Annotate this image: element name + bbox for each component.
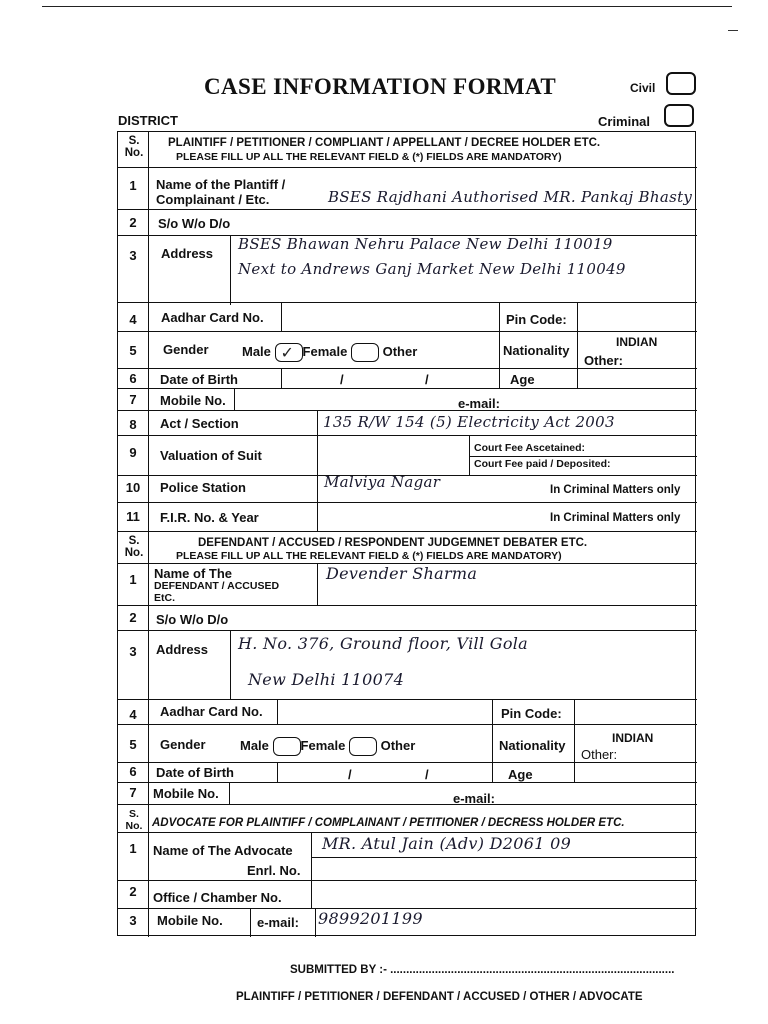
row-number: 6 [129,371,137,386]
plaintiff-name-value[interactable]: BSES Rajdhani Authorised MR. Pankaj Bhasty [328,188,693,206]
row-number: 8 [129,417,137,432]
female-label: Female [300,737,346,753]
plaintiff-nationality-value: INDIAN [616,335,658,349]
defendant-nationality-label: Nationality [499,738,566,753]
submitter-roles: PLAINTIFF / PETITIONER / DEFENDANT / ACCUSED / OTHER / ADVOCATE [236,991,643,1003]
defendant-name-value[interactable]: Devender Sharma [326,564,478,583]
defendant-aadhar-label: Aadhar Card No. [160,704,263,719]
row-number: 1 [129,841,137,856]
female-checkbox[interactable] [349,737,377,756]
plaintiff-police-label: Police Station [160,480,246,495]
defendant-address-label: Address [156,642,209,657]
row-number: 6 [129,764,137,779]
row-number: 2 [129,610,137,625]
male-label: Male [240,737,269,753]
row-number: 7 [129,785,137,800]
defendant-name-label: Name of The [154,566,233,581]
female-checkbox[interactable] [351,343,379,362]
dob-separator: / [340,372,344,387]
plaintiff-address-line1[interactable]: BSES Bhawan Nehru Palace New Delhi 110019 [238,235,613,253]
sno-header: S. No. [124,135,144,159]
row-number: 5 [129,343,137,358]
defendant-gender-options [240,737,415,756]
plaintiff-aadhar-label: Aadhar Card No. [161,310,264,325]
male-label: Male [242,343,271,359]
male-checkbox[interactable] [273,737,301,756]
corner-mark [728,30,738,31]
plaintiff-instructions: PLEASE FILL UP ALL THE RELEVANT FIELD & (*) FIELDS ARE MANDATORY) [176,151,562,163]
row-number: 2 [129,215,137,230]
criminal-checkbox[interactable] [664,104,694,127]
civil-label: Civil [630,81,656,95]
civil-checkbox[interactable] [666,72,696,95]
court-fee-paid-label: Court Fee paid / Deposited: [474,458,611,470]
row-number: 3 [129,248,137,263]
female-label: Female [302,343,348,359]
district-label: DISTRICT [118,113,178,128]
dob-separator: / [425,767,429,782]
criminal-label: Criminal [598,114,651,129]
defendant-age-label: Age [508,767,533,782]
dob-separator: / [348,767,352,782]
police-criminal-note: In Criminal Matters only [550,484,681,496]
submitted-by: SUBMITTED BY :- ......................................................................................... [290,964,675,976]
plaintiff-fir-label: F.I.R. No. & Year [160,510,259,525]
advocate-enrl-label: Enrl. No. [247,863,301,878]
plaintiff-address-label: Address [161,246,214,261]
check-icon: ✓ [280,343,294,362]
advocate-heading: ADVOCATE FOR PLAINTIFF / COMPLAINANT / PETITIONER / DECRESS HOLDER ETC. [152,817,625,829]
row-number: 9 [129,445,137,460]
court-fee-ascertained-label: Court Fee Ascetained: [474,442,586,454]
row-number: 7 [129,392,137,407]
advocate-office-label: Office / Chamber No. [153,890,282,905]
defendant-gender-label: Gender [160,737,206,752]
plaintiff-pin-label: Pin Code: [506,312,567,327]
defendant-address-line1[interactable]: H. No. 376, Ground floor, Vill Gola [238,634,529,653]
row-number: 1 [129,572,137,587]
advocate-name-label: Name of The Advocate [153,843,293,858]
advocate-mobile-value[interactable]: 9899201199 [318,909,423,928]
other-label: Other [382,343,418,359]
plaintiff-address-line2[interactable]: Next to Andrews Ganj Market New Delhi 110049 [238,260,626,278]
plaintiff-heading: PLAINTIFF / PETITIONER / COMPLIANT / APPELLANT / DECREE HOLDER ETC. [168,137,601,149]
plaintiff-complainant-label: Complainant / Etc. [156,192,270,207]
advocate-email-label: e-mail: [257,915,299,930]
defendant-pin-label: Pin Code: [501,706,562,721]
defendant-dob-label: Date of Birth [156,765,234,780]
case-form [117,131,696,936]
defendant-relation-label: S/o W/o D/o [156,612,229,627]
row-number: 5 [129,737,137,752]
defendant-nationality-value: INDIAN [612,731,654,745]
plaintiff-act-value[interactable]: 135 R/W 154 (5) Electricity Act 2003 [323,413,615,431]
defendant-heading: DEFENDANT / ACCUSED / RESPONDENT JUDGEMNET DEBATER ETC. [198,537,588,549]
sno-column-line [148,132,149,937]
sno-header: S. No. [125,808,143,832]
advocate-mobile-label: Mobile No. [157,913,223,928]
plaintiff-nationality-label: Nationality [503,343,570,358]
plaintiff-dob-label: Date of Birth [160,372,238,387]
fir-criminal-note: In Criminal Matters only [550,512,681,524]
dob-separator: / [425,372,429,387]
row-number: 1 [129,178,137,193]
defendant-instructions: PLEASE FILL UP ALL THE RELEVANT FIELD & (*) FIELDS ARE MANDATORY) [176,550,562,562]
row-number: 2 [129,884,137,899]
plaintiff-email-label: e-mail: [458,396,500,411]
defendant-etc-label: EtC. [154,592,175,604]
other-label: Other [380,737,416,753]
row-number: 3 [129,644,137,659]
row-number: 4 [129,707,137,722]
defendant-other-label: Other: [581,747,618,762]
row-number: 10 [125,480,141,495]
top-rule [42,6,732,7]
row-number: 4 [129,312,137,327]
plaintiff-age-label: Age [510,372,535,387]
plaintiff-act-label: Act / Section [160,416,239,431]
plaintiff-gender-options [242,343,417,362]
plaintiff-other-label: Other: [584,353,623,368]
plaintiff-valuation-label: Valuation of Suit [160,448,262,463]
plaintiff-name-label: Name of the Plantiff / [156,177,286,192]
male-checkbox[interactable] [275,343,303,362]
defendant-mobile-label: Mobile No. [153,786,219,801]
form-title: CASE INFORMATION FORMAT [204,74,557,99]
defendant-email-label: e-mail: [453,791,495,806]
row-number: 11 [126,509,140,524]
plaintiff-relation-label: S/o W/o D/o [158,216,231,231]
plaintiff-gender-label: Gender [163,342,209,357]
plaintiff-mobile-label: Mobile No. [160,393,226,408]
defendant-accused-label: DEFENDANT / ACCUSED [154,580,280,592]
defendant-address-line2[interactable]: New Delhi 110074 [248,670,405,689]
row-number: 3 [129,913,137,928]
sno-header: S. No. [124,535,144,559]
advocate-name-value[interactable]: MR. Atul Jain (Adv) D2061 09 [322,834,572,853]
plaintiff-police-value[interactable]: Malviya Nagar [324,473,441,491]
